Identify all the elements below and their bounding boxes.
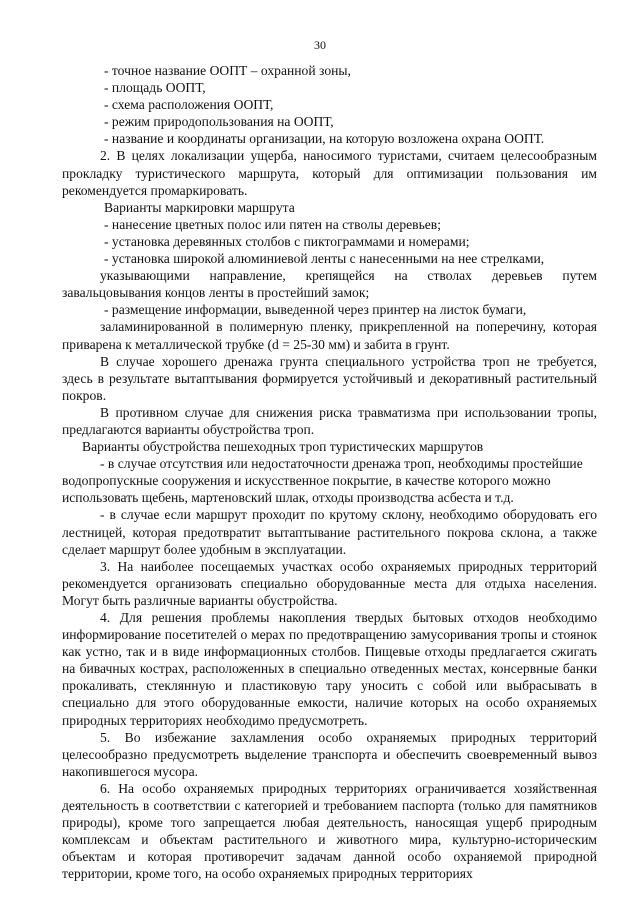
paragraph: указывающими направление, крепящейся на стволах деревьев путем завальцовывания концов ленты в простейший замок; xyxy=(62,268,597,301)
paragraph: - режим природопользования на ООПТ, xyxy=(104,114,334,130)
paragraph-heading: Варианты маркировки маршрута xyxy=(104,199,295,215)
paragraph: 3. На наиболее посещаемых участках особо охраняемых природных территорий рекомендуется организовать специально оборудованные места для отдыха населения. Могут быть различные варианты обустройства. xyxy=(62,558,597,608)
paragraph: В случае хорошего дренажа грунта специального устройства троп не требуется, здесь в результате вытаптывания формируется устойчивый и декоративный растительный покров. xyxy=(62,353,597,403)
paragraph: - площадь ООПТ, xyxy=(104,80,206,96)
paragraph: - название и координаты организации, на которую возложена охрана ООПТ. xyxy=(104,131,545,147)
page-number: 30 xyxy=(314,38,326,52)
paragraph: заламинированной в полимерную пленку, прикрепленной на поперечину, которая приварена к металлической трубке (d = 25-30 мм) и забита в грунт. xyxy=(62,319,597,352)
paragraph: - точное название ООПТ – охранной зоны, xyxy=(104,63,351,78)
document-body xyxy=(62,62,597,883)
paragraph: 2. В целях локализации ущерба, наносимого туристами, считаем целесообразным прокладку туристического маршрута, который для оптимизации пользования им рекомендуется промаркировать. xyxy=(62,148,597,198)
paragraph: - в случае отсутствия или недостаточности дренажа троп, необходимы простейшие водопропускные сооружения и искусственное покрытие, в качестве которого можно использовать щебень, мартеновский шлак, отходы производства асбеста и т.д. xyxy=(62,456,583,506)
paragraph: - установка широкой алюминиевой ленты с нанесенными на нее стрелками, xyxy=(104,251,545,267)
section-heading: Варианты обустройства пешеходных троп туристических маршрутов xyxy=(82,439,484,455)
paragraph: 6. На особо охраняемых природных территориях ограничивается хозяйственная деятельность в соответствии с категорией и требованием паспорта (только для памятников природы), кроме того запрещается любая деятельность, наносящая ущерб природным комплексам и объектам растительного и животного мира, культурно-историческим объектам и которая противоречит задачам данной особо охраняемой природной территории, кроме того, на особо охраняемых природных территориях xyxy=(62,780,597,882)
paragraph: - установка деревянных столбов с пиктограммами и номерами; xyxy=(104,233,470,249)
paragraph: - размещение информации, выведенной через принтер на листок бумаги, xyxy=(104,302,527,318)
paragraph: 4. Для решения проблемы накопления твердых бытовых отходов необходимо информирование посетителей о мерах по предотвращению замусоривания тропы и стоянок как устно, так и в виде информационных столбов. Пищевые отходы предлагается сжигать на бивачных кострах, расположенных в специально отведенных местах, консервные банки прокаливать, стеклянную и пластиковую тару уносить с собой или выбрасывать в специально для этого оборудованные емкости, наличие которых на особо охраняемых природных территориях необходимо предусмотреть. xyxy=(62,610,597,728)
paragraph: 5. Во избежание захламления особо охраняемых природных территорий целесообразно предусмотреть выделение транспорта и обеспечить своевременный вывоз накопившегося мусора. xyxy=(62,729,597,779)
paragraph: - в случае если маршрут проходит по крутому склону, необходимо оборудовать его лестницей, которая предотвратит вытаптывание растительного покрова склона, а также сделает маршрут более удобным в эксплуатации. xyxy=(62,507,597,557)
paragraph: В противном случае для снижения риска травматизма при использовании тропы, предлагаются варианты обустройства троп. xyxy=(62,404,597,437)
paragraph: - схема расположения ООПТ, xyxy=(104,97,274,113)
paragraph: - нанесение цветных полос или пятен на стволы деревьев; xyxy=(104,216,442,232)
